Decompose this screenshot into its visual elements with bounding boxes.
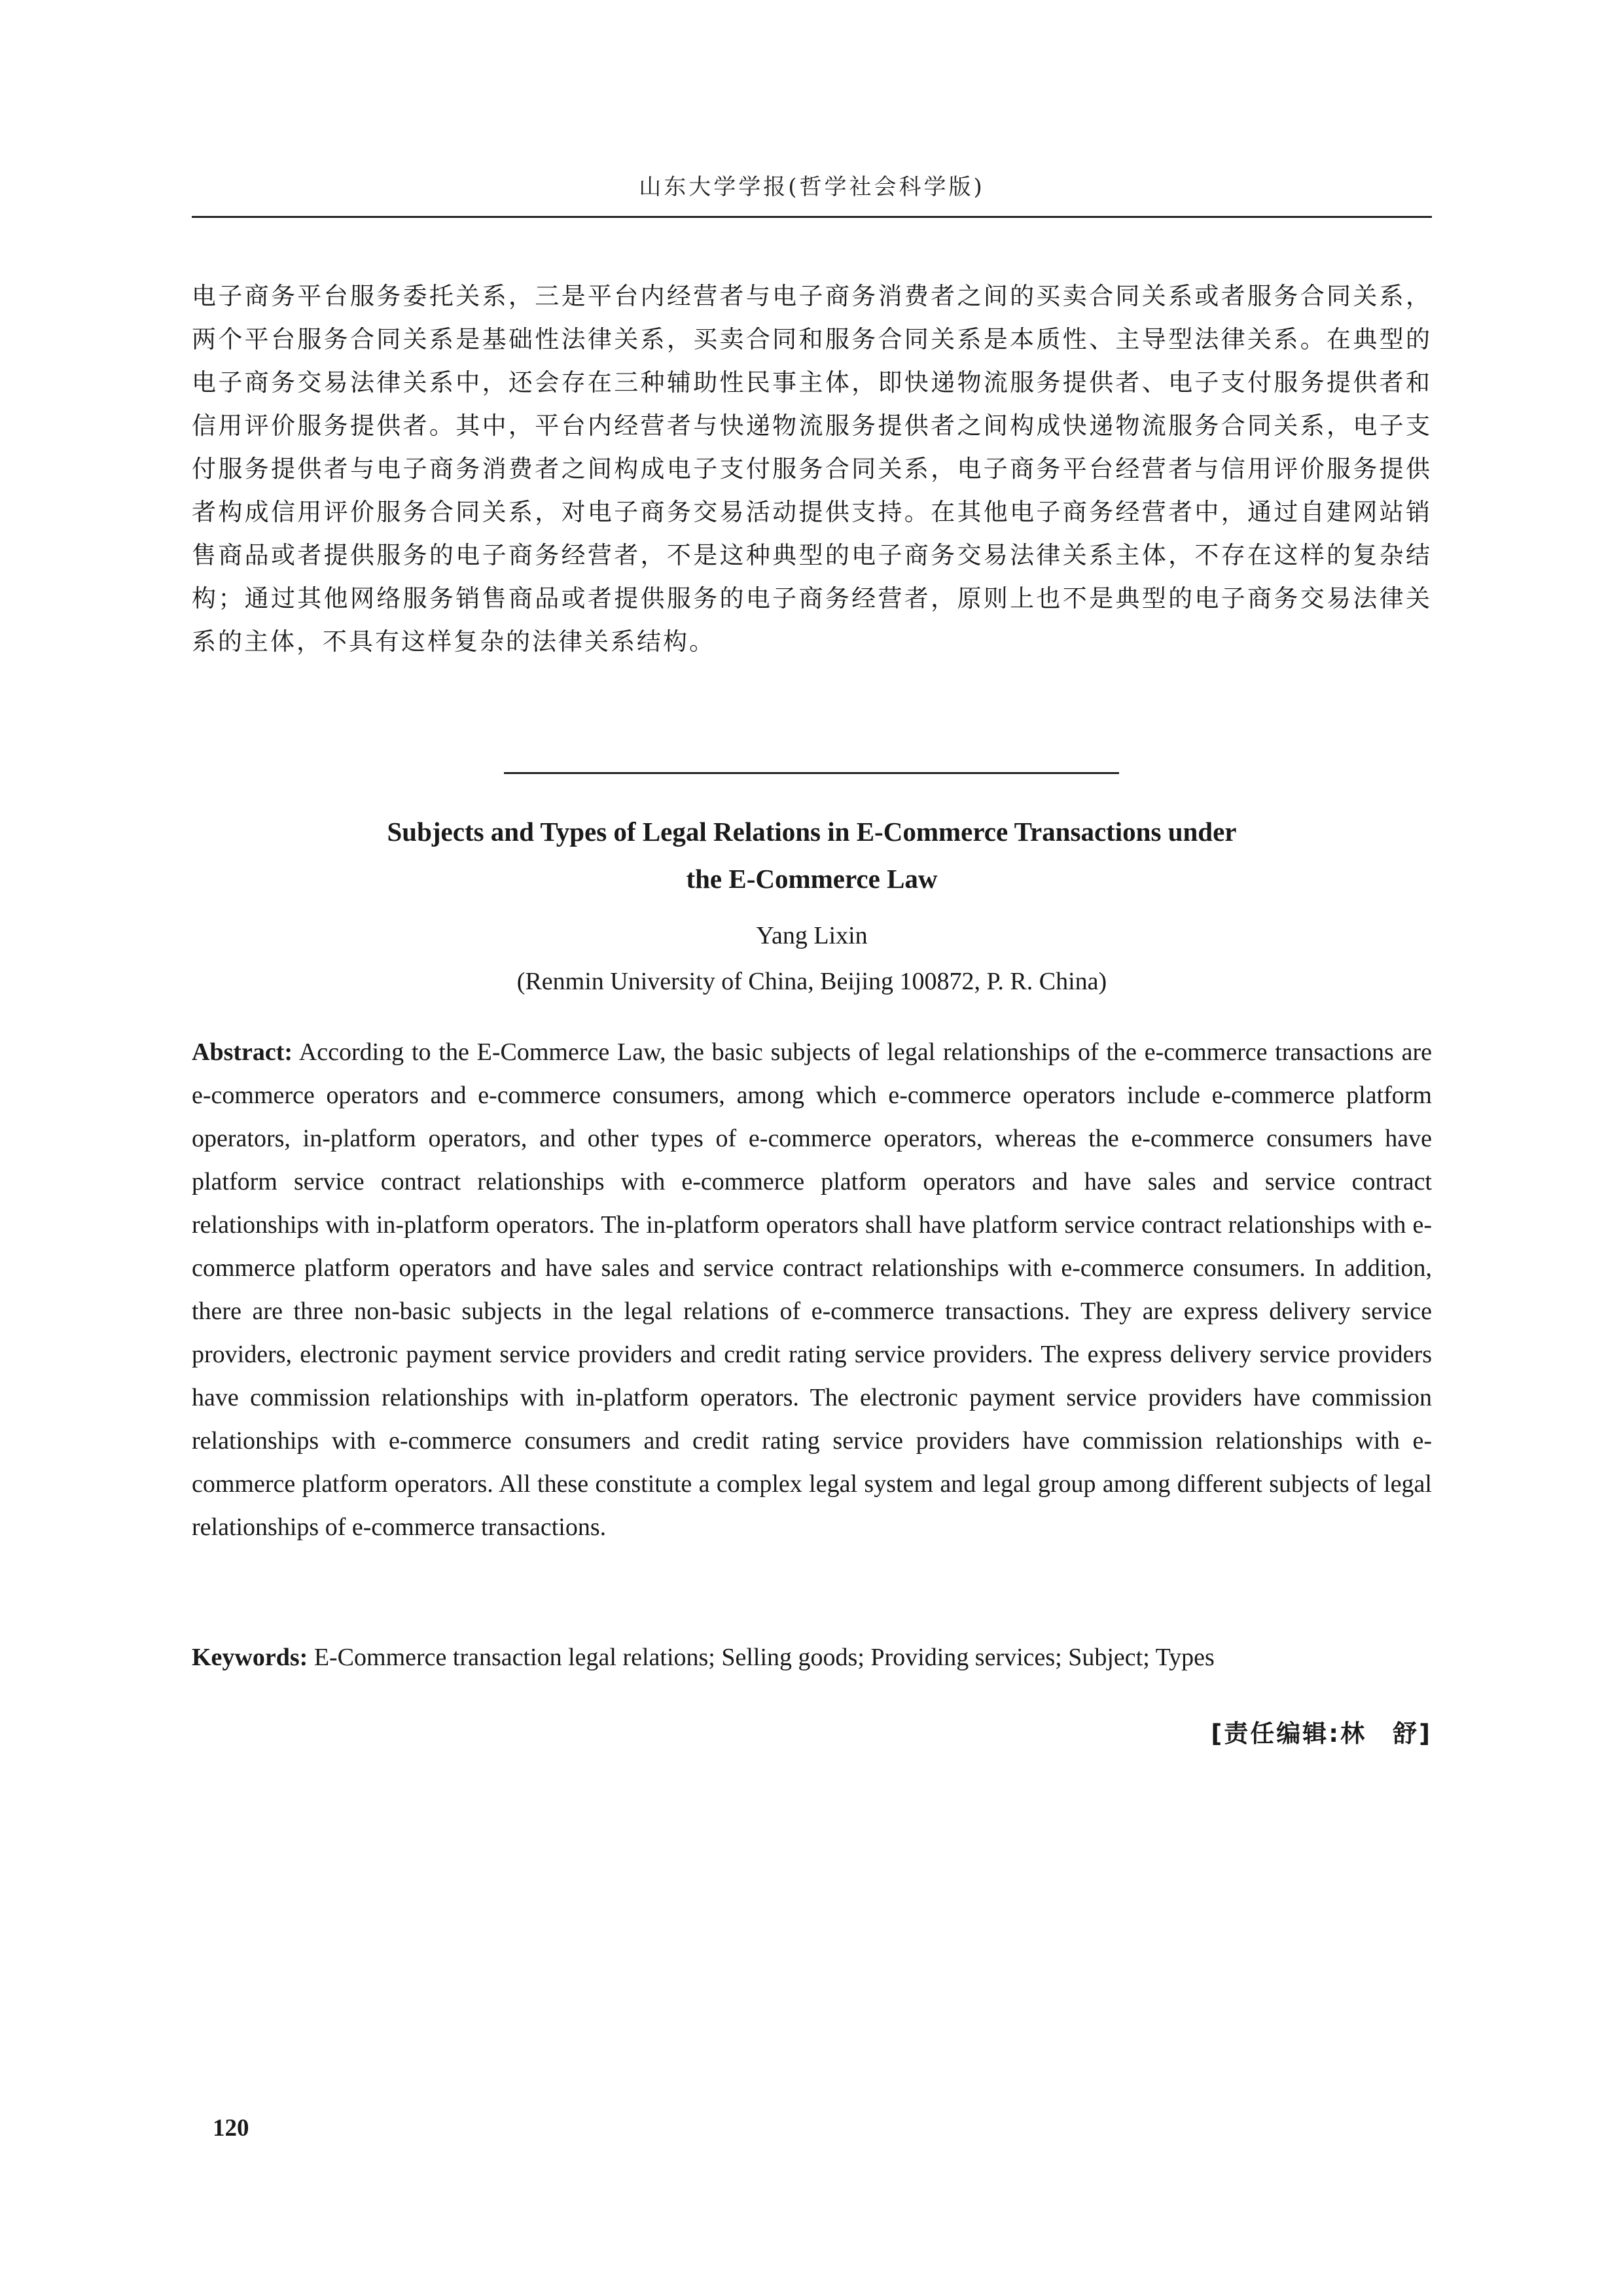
keywords-paragraph	[192, 1636, 1432, 1679]
keywords-text: E-Commerce transaction legal relations; Selling goods; Providing services; Subject; Types	[308, 1644, 1215, 1671]
author-affiliation: (Renmin University of China, Beijing 100872, P. R. China)	[516, 968, 1107, 995]
english-title-line-1: Subjects and Types of Legal Relations in E-Commerce Transactions under	[387, 817, 1237, 847]
page-number: 120	[213, 2115, 249, 2142]
responsible-editor: [责任编辑:林 舒]	[1211, 1720, 1432, 1748]
author-name: Yang Lixin	[756, 922, 868, 949]
english-title-line-2: the E-Commerce Law	[686, 864, 938, 894]
header-rule	[192, 216, 1432, 218]
keywords-label: Keywords:	[192, 1644, 308, 1671]
section-divider	[504, 772, 1119, 774]
abstract-text: According to the E-Commerce Law, the basic subjects of legal relationships of the e-commerce transactions are e-commerce operators and e-commerce consumers, among which e-commerce operators include e-commerce platform operators, in-platform operators, and other types of e-commerce operators, whereas the e-commerce consumers have platform service contract relationships with e-commerce platform operators and have sales and service contract relationships with in-platform operators. The in-platform operators shall have platform service contract relationships with e-commerce platform operators and have sales and service contract relationships with e-commerce consumers. In addition, there are three non-basic subjects in the legal relations of e-commerce transactions. They are express delivery service providers, electronic payment service providers and credit rating service providers. The express delivery service providers have commission relationships with in-platform operators. The electronic payment service providers have commission relationships with e-commerce consumers and credit rating service providers have commission relationships with e-commerce platform operators. All these constitute a complex legal system and legal group among different subjects of legal relationships of e-commerce transactions.	[192, 1038, 1432, 1541]
chinese-body-paragraph: 电子商务平台服务委托关系，三是平台内经营者与电子商务消费者之间的买卖合同关系或者服务合同关系，两个平台服务合同关系是基础性法律关系，买卖合同和服务合同关系是本质性、主导型法律关系。在典型的电子商务交易法律关系中，还会存在三种辅助性民事主体，即快递物流服务提供者、电子支付服务提供者和信用评价服务提供者。其中，平台内经营者与快递物流服务提供者之间构成快递物流服务合同关系，电子支付服务提供者与电子商务消费者之间构成电子支付服务合同关系，电子商务平台经营者与信用评价服务提供者构成信用评价服务合同关系，对电子商务交易活动提供支持。在其他电子商务经营者中，通过自建网站销售商品或者提供服务的电子商务经营者，不是这种典型的电子商务交易法律关系主体，不存在这样的复杂结构；通过其他网络服务销售商品或者提供服务的电子商务经营者，原则上也不是典型的电子商务交易法律关系的主体，不具有这样复杂的法律关系结构。	[192, 282, 1432, 656]
abstract-label: Abstract:	[192, 1038, 293, 1066]
running-header: 山东大学学报(哲学社会科学版)	[639, 174, 985, 200]
abstract-paragraph	[192, 1031, 1432, 1549]
english-title	[192, 808, 1432, 902]
